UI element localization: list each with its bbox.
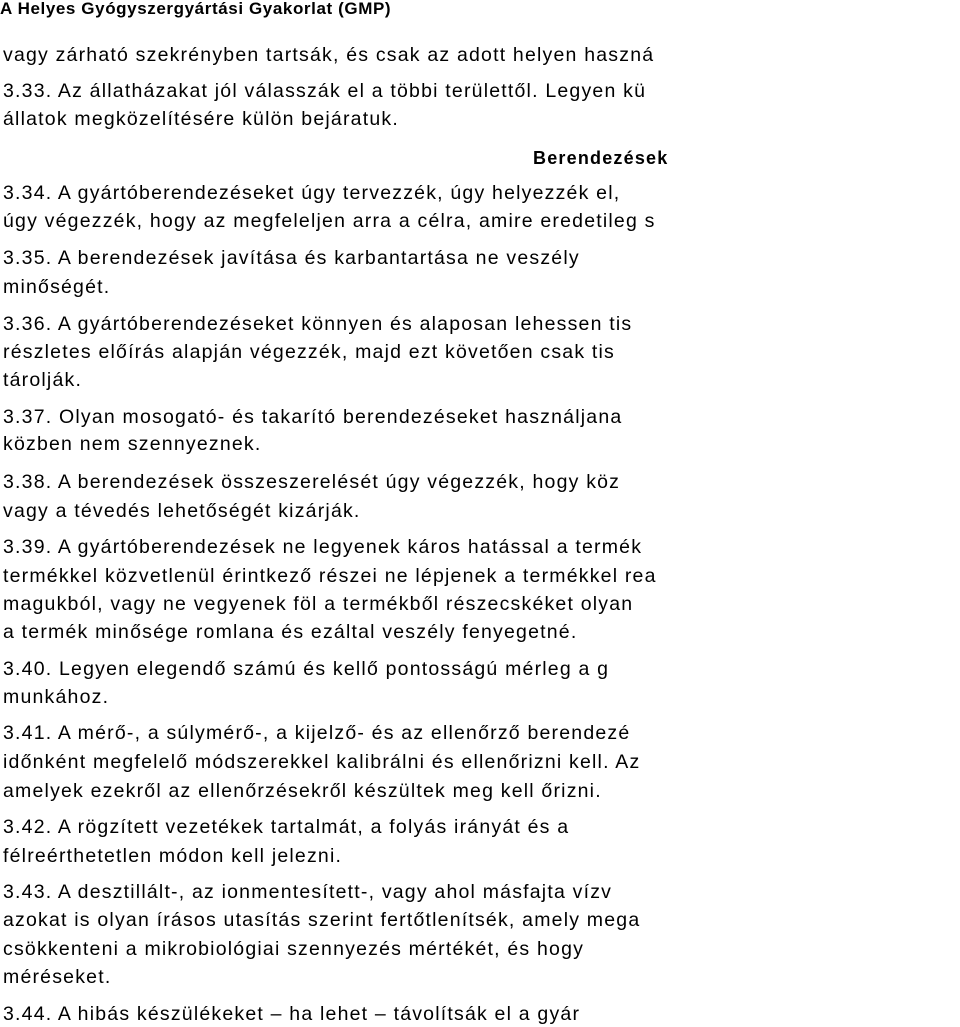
text-line: közben nem szennyeznek. <box>3 433 262 455</box>
text-line: vagy a tévedés lehetőségét kizárják. <box>3 500 361 522</box>
text-line: azokat is olyan írásos utasítás szerint fertőtlenítsék, amely mega <box>3 909 641 931</box>
text-line: félreérthetetlen módon kell jelezni. <box>3 845 343 867</box>
text-line: csökkenteni a mikrobiológiai szennyezés mértékét, és hogy <box>3 938 585 960</box>
text-line: 3.37. Olyan mosogató- és takarító berendezéseket használjana <box>3 406 623 428</box>
text-line: úgy végezzék, hogy az megfeleljen arra a célra, amire eredetileg s <box>3 210 656 232</box>
text-line: időnként megfelelő módszerekkel kalibrálni és ellenőrizni kell. Az <box>3 751 641 773</box>
section-heading: Berendezések <box>533 148 669 168</box>
text-line: 3.40. Legyen elegendő számú és kellő pontosságú mérleg a g <box>3 658 610 680</box>
text-line: 3.41. A mérő-, a súlymérő-, a kijelző- és az ellenőrző berendezé <box>3 722 631 744</box>
text-line: a termék minősége romlana és ezáltal veszély fenyegetné. <box>3 621 578 643</box>
page-header: A Helyes Gyógyszergyártási Gyakorlat (GMP) <box>0 0 392 18</box>
text-line: 3.43. A desztillált-, az ionmentesített-, vagy ahol másfajta vízv <box>3 881 613 903</box>
text-line: 3.38. A berendezések összeszerelését úgy végezzék, hogy köz <box>3 471 621 493</box>
text-line: méréseket. <box>3 966 112 988</box>
text-line: 3.36. A gyártóberendezéseket könnyen és alaposan lehessen tis <box>3 313 633 335</box>
text-line: termékkel közvetlenül érintkező részei ne lépjenek a termékkel rea <box>3 565 657 587</box>
text-line: 3.35. A berendezések javítása és karbantartása ne veszély <box>3 247 580 269</box>
text-line: 3.33. Az állatházakat jól válasszák el a többi területtől. Legyen kü <box>3 80 647 102</box>
text-line: 3.39. A gyártóberendezések ne legyenek káros hatással a termék <box>3 536 643 558</box>
text-line: magukból, vagy ne vegyenek föl a termékből részecskéket olyan <box>3 593 634 615</box>
text-line: állatok megközelítésére külön bejáratuk. <box>3 108 399 130</box>
text-line: 3.42. A rögzített vezetékek tartalmát, a folyás irányát és a <box>3 816 570 838</box>
text-line: tárolják. <box>3 369 83 391</box>
text-line: vagy zárható szekrényben tartsák, és csak az adott helyen haszná <box>3 44 655 66</box>
text-line: 3.34. A gyártóberendezéseket úgy tervezzék, úgy helyezzék el, <box>3 182 621 204</box>
text-line: munkához. <box>3 686 110 708</box>
text-line: 3.44. A hibás készülékeket – ha lehet – távolítsák el a gyár <box>3 1003 581 1025</box>
text-line: minőségét. <box>3 276 111 298</box>
text-line: részletes előírás alapján végezzék, majd ezt követően csak tis <box>3 341 616 363</box>
text-line: amelyek ezekről az ellenőrzésekről készültek meg kell őrizni. <box>3 780 602 802</box>
